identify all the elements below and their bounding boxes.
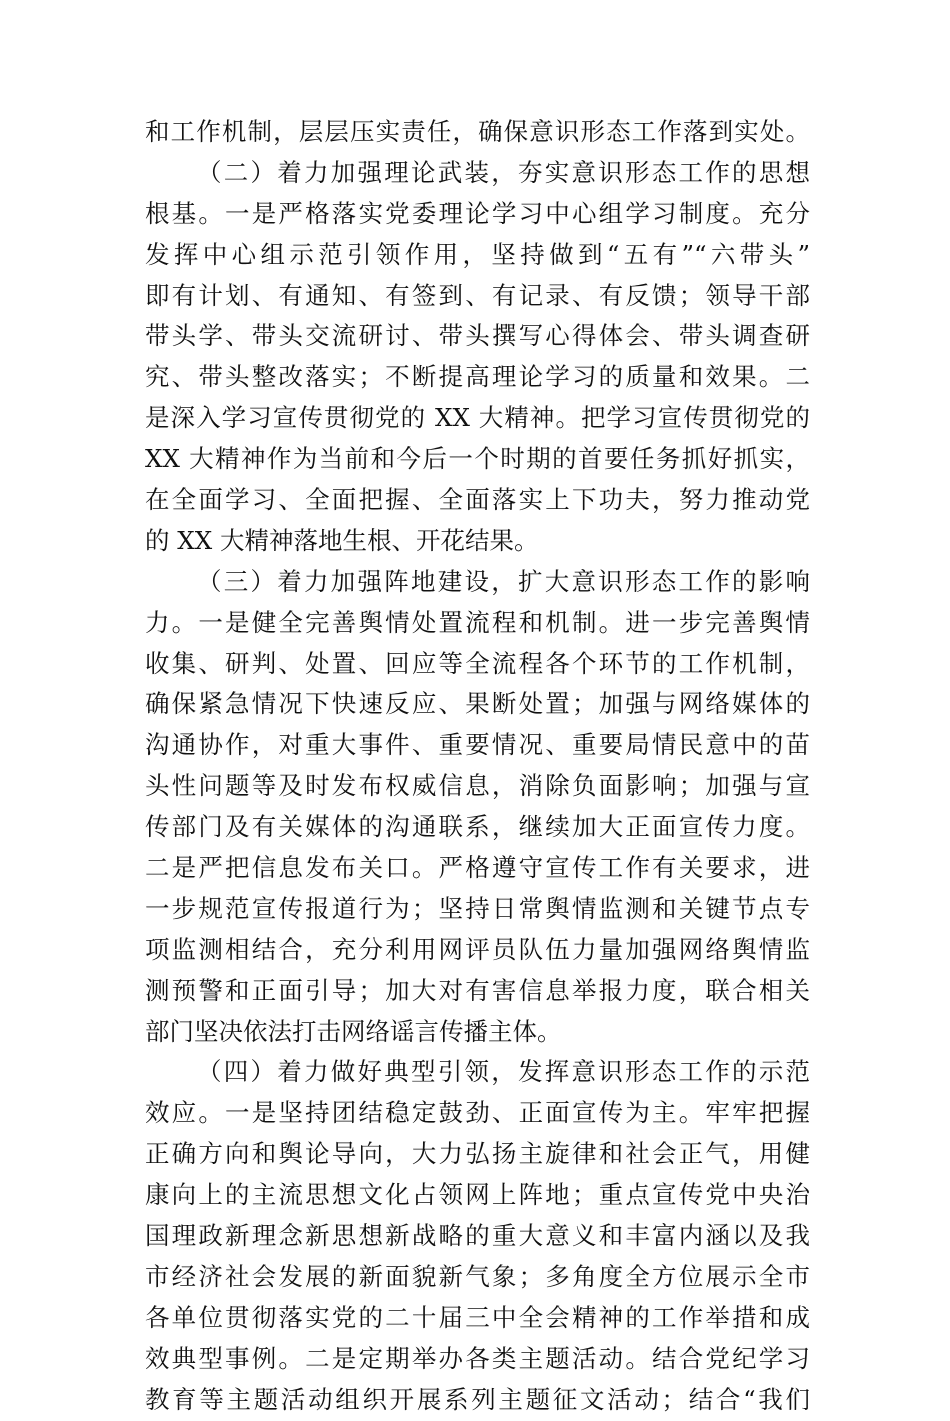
paragraph-line: 究、带头整改落实；不断提高理论学习的质量和效果。二 xyxy=(145,362,810,392)
section-heading-line: （四）着力做好典型引领，发挥意识形态工作的示范 xyxy=(197,1057,810,1087)
paragraph-line: XX 大精神作为当前和今后一个时期的首要任务抓好抓实， xyxy=(145,444,810,474)
paragraph-line: 力。一是健全完善舆情处置流程和机制。进一步完善舆情 xyxy=(145,607,810,637)
paragraph-line: 国理政新理念新思想新战略的重大意义和丰富内涵以及我 xyxy=(145,1221,810,1251)
paragraph-line: 带头学、带头交流研讨、带头撰写心得体会、带头调查研 xyxy=(145,321,810,351)
paragraph-line: 市经济社会发展的新面貌新气象；多角度全方位展示全市 xyxy=(145,1261,810,1291)
paragraph-line: 正确方向和舆论导向，大力弘扬主旋律和社会正气，用健 xyxy=(145,1139,810,1169)
paragraph-line: 各单位贯彻落实党的二十届三中全会精神的工作举措和成 xyxy=(145,1302,810,1332)
paragraph-line: 是深入学习宣传贯彻党的 XX 大精神。把学习宣传贯彻党的 xyxy=(145,403,810,433)
paragraph-line: 发挥中心组示范引领作用，坚持做到“五有”“六带头” xyxy=(145,239,810,269)
paragraph-line: 确保紧急情况下快速反应、果断处置；加强与网络媒体的 xyxy=(145,689,810,719)
paragraph-line: 一步规范宣传报道行为；坚持日常舆情监测和关键节点专 xyxy=(145,893,810,923)
paragraph-line: 和工作机制，层层压实责任，确保意识形态工作落到实处。 xyxy=(145,117,810,146)
paragraph-line: 在全面学习、全面把握、全面落实上下功夫，努力推动党 xyxy=(145,485,810,515)
paragraph-line: 头性问题等及时发布权威信息，消除负面影响；加强与宣 xyxy=(145,771,810,801)
paragraph-line: 效典型事例。二是定期举办各类主题活动。结合党纪学习 xyxy=(145,1343,810,1373)
paragraph-line: 部门坚决依法打击网络谣言传播主体。 xyxy=(145,1016,562,1046)
paragraph-line: 项监测相结合，充分利用网评员队伍力量加强网络舆情监 xyxy=(145,934,810,964)
paragraph-line: 二是严把信息发布关口。严格遵守宣传工作有关要求，进 xyxy=(145,853,810,883)
paragraph-line: 效应。一是坚持团结稳定鼓劲、正面宣传为主。牢牢把握 xyxy=(145,1098,810,1128)
paragraph-line: 传部门及有关媒体的沟通联系，继续加大正面宣传力度。 xyxy=(145,812,810,842)
paragraph-line: 教育等主题活动组织开展系列主题征文活动；结合“我们 xyxy=(145,1384,810,1414)
section-heading-line: （二）着力加强理论武装，夯实意识形态工作的思想 xyxy=(197,157,810,187)
paragraph-line: 沟通协作，对重大事件、重要情况、重要局情民意中的苗 xyxy=(145,730,810,760)
section-heading-line: （三）着力加强阵地建设，扩大意识形态工作的影响 xyxy=(197,566,810,596)
paragraph-line: 测预警和正面引导；加大对有害信息举报力度，联合相关 xyxy=(145,975,810,1005)
paragraph-line: 的 XX 大精神落地生根、开花结果。 xyxy=(145,525,539,555)
paragraph-line: 即有计划、有通知、有签到、有记录、有反馈；领导干部 xyxy=(145,280,810,310)
document-body xyxy=(145,112,810,1421)
paragraph-line: 收集、研判、处置、回应等全流程各个环节的工作机制， xyxy=(145,648,810,678)
paragraph-line: 康向上的主流思想文化占领网上阵地；重点宣传党中央治 xyxy=(145,1180,810,1210)
paragraph-line: 根基。一是严格落实党委理论学习中心组学习制度。充分 xyxy=(145,198,810,228)
